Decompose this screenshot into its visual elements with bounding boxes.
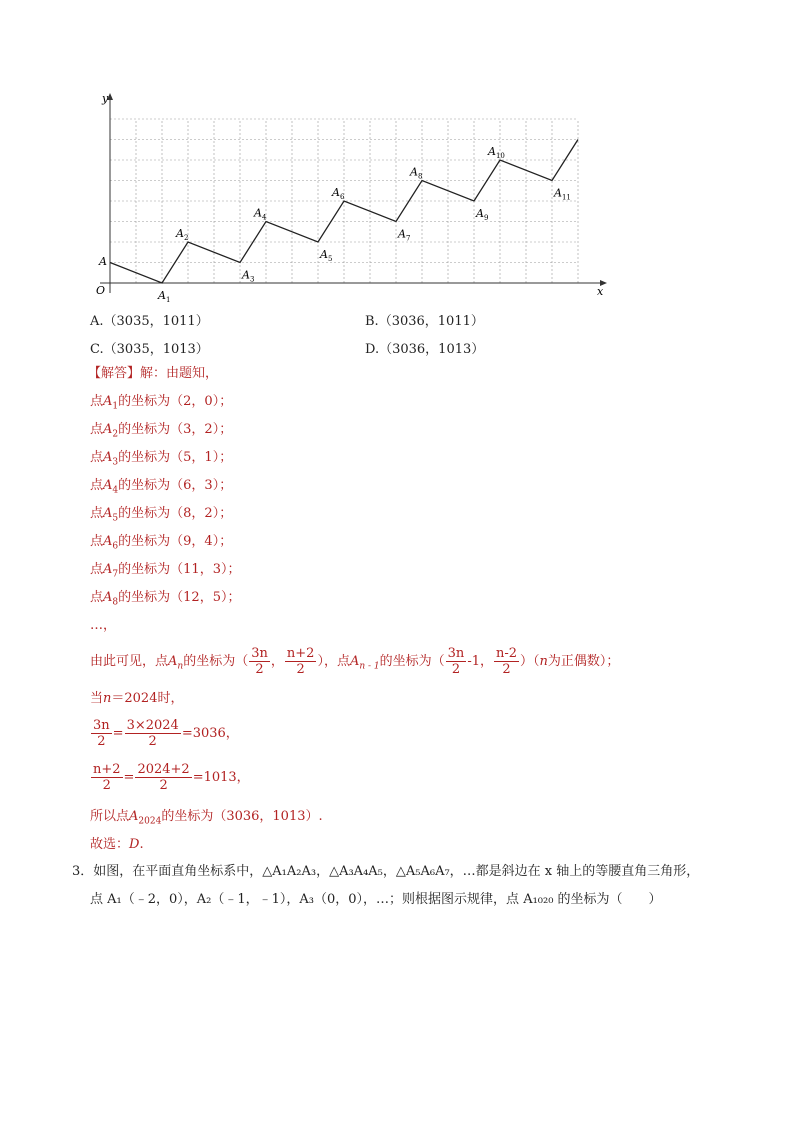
point-coordinate-line: 点$A_3$的坐标为（5，1）； <box>90 450 233 468</box>
answer-intro: 【解答】解：由题知， <box>88 366 219 381</box>
choose-answer: 故选：D. <box>90 837 144 852</box>
point-coordinate-line: 点$A_1$的坐标为（2，0）； <box>90 394 233 412</box>
option-b[interactable]: B.（3036，1011） <box>365 314 484 329</box>
point-coordinate-line: 点$A_4$的坐标为（6，3）； <box>90 478 233 496</box>
axes <box>100 93 607 293</box>
point-label: $A_1$ <box>158 289 171 303</box>
option-c[interactable]: C.（3035，1013） <box>90 342 209 357</box>
point-label: $A_9$ <box>476 207 489 222</box>
point-labels <box>157 145 571 303</box>
point-label: $A_{10}$ <box>488 145 505 160</box>
option-a[interactable]: A.（3035，1011） <box>90 314 209 329</box>
point-coordinate-line: 点$A_7$的坐标为（11，3）； <box>90 562 241 580</box>
point-coordinate-line: 点$A_6$的坐标为（9，4）； <box>90 534 233 552</box>
point-label: $A_5$ <box>320 248 333 263</box>
question-3-line-1: 3．如图，在平面直角坐标系中，△A₁A₂A₃，△A₃A₄A₅，△A₅A₆A₇，…都是斜边在 x 轴上的等腰直角三角形， <box>72 864 700 879</box>
calc-x: $\frac{3n}{2}$ = $\frac{3\times 2024}{2}$ =3036， <box>93 718 239 749</box>
point-label: $A_{11}$ <box>554 186 571 202</box>
when-n-2024: 当n＝2024时， <box>90 691 184 706</box>
point-label: $A_2$ <box>176 227 189 242</box>
ellipsis: …， <box>90 618 117 633</box>
point-coordinate-line: 点$A_2$的坐标为（3，2）； <box>90 422 233 440</box>
point-label: $A_6$ <box>332 186 345 201</box>
start-point-label: A <box>99 255 107 268</box>
point-label: $A_3$ <box>242 268 255 284</box>
point-coordinate-line: 点$A_8$的坐标为（12，5）； <box>90 590 241 608</box>
question-3-line-2: 点 A₁（﹣2，0），A₂（﹣1，﹣1），A₃（0，0），…；则根据图示规律，点 A₁₀₂₀ 的坐标为（ ） <box>90 892 662 907</box>
origin-label: O <box>96 284 106 297</box>
general-formula: 由此可见，点$A_n$的坐标为（ $\frac{3n}{2}$ ， $\frac{n+2}{2}$ ），点$A_{n - 1}$的坐标为（ $\frac{3n}{2}$ -1， $\frac{n-2}{2}$ ）（n为正偶数）； <box>90 646 620 677</box>
final-result: 所以点$A_{2024}$的坐标为（3036，1013）. <box>90 809 323 827</box>
point-label: $A_4$ <box>254 206 267 222</box>
point-label: $A_8$ <box>410 165 423 181</box>
calc-y: $\frac{n+2}{2}$ = $\frac{2024+2}{2}$ =1013， <box>93 762 250 793</box>
point-label: $A_7$ <box>398 227 411 243</box>
point-coordinate-line: 点$A_5$的坐标为（8，2）； <box>90 506 233 524</box>
y-axis-label: y <box>102 92 109 105</box>
answer-tag: 【解答】 <box>88 366 141 381</box>
zigzag-graph <box>80 88 610 303</box>
option-d[interactable]: D.（3036，1013） <box>365 342 485 357</box>
x-axis-label: x <box>597 285 604 298</box>
